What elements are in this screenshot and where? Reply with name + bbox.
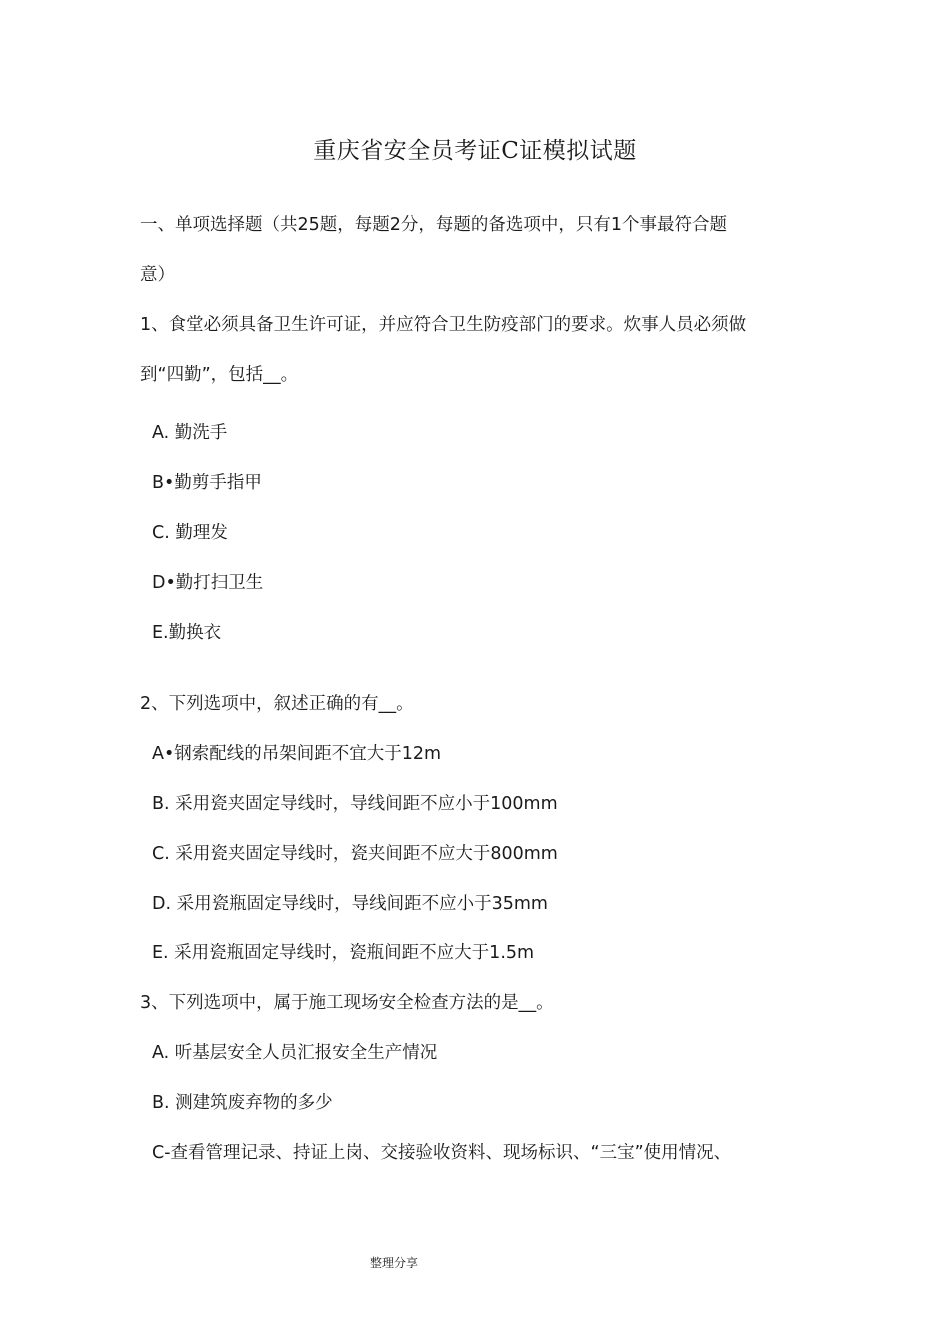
question-1-cont: 到“四勤”，包括__。 <box>140 365 299 385</box>
q1-option-d: D•勤打扫卫生 <box>152 573 264 593</box>
q2-option-a: A•钢索配线的吊架间距不宜大于12m <box>152 744 442 764</box>
q3-option-c: C-查看管理记录、持证上岗、交接验收资料、现场标识、“三宝”使用情况、 <box>152 1143 732 1163</box>
section-heading-cont: 意） <box>140 265 175 285</box>
q2-option-d: D. 采用瓷瓶固定导线时，导线间距不应小于35mm <box>152 894 548 914</box>
q2-option-c: C. 采用瓷夹固定导线时，瓷夹间距不应大于800mm <box>152 844 558 864</box>
question-1: 1、食堂必须具备卫生许可证，并应符合卫生防疫部门的要求。炊事人员必须做 <box>140 315 747 335</box>
q1-option-b: B•勤剪手指甲 <box>152 473 262 493</box>
page-footer: 整理分享 <box>370 1256 419 1270</box>
q3-option-b: B. 测建筑废弃物的多少 <box>152 1093 333 1113</box>
question-3: 3、下列选项中，属于施工现场安全检查方法的是__。 <box>140 993 554 1013</box>
q3-option-a: A. 听基层安全人员汇报安全生产情况 <box>152 1043 438 1063</box>
question-2: 2、下列选项中，叙述正确的有__。 <box>140 694 414 714</box>
q2-option-e: E. 采用瓷瓶固定导线时，瓷瓶间距不应大于1.5m <box>152 943 535 963</box>
q2-option-b: B. 采用瓷夹固定导线时，导线间距不应小于100mm <box>152 794 558 814</box>
q1-option-e: E.勤换衣 <box>152 623 222 643</box>
page-title: 重庆省安全员考证C证模拟试题 <box>313 138 637 164</box>
q1-option-c: C. 勤理发 <box>152 523 228 543</box>
q1-option-a: A. 勤洗手 <box>152 423 228 443</box>
section-heading: 一、单项选择题（共25题，每题2分，每题的备选项中，只有1个事最符合题 <box>140 215 728 235</box>
